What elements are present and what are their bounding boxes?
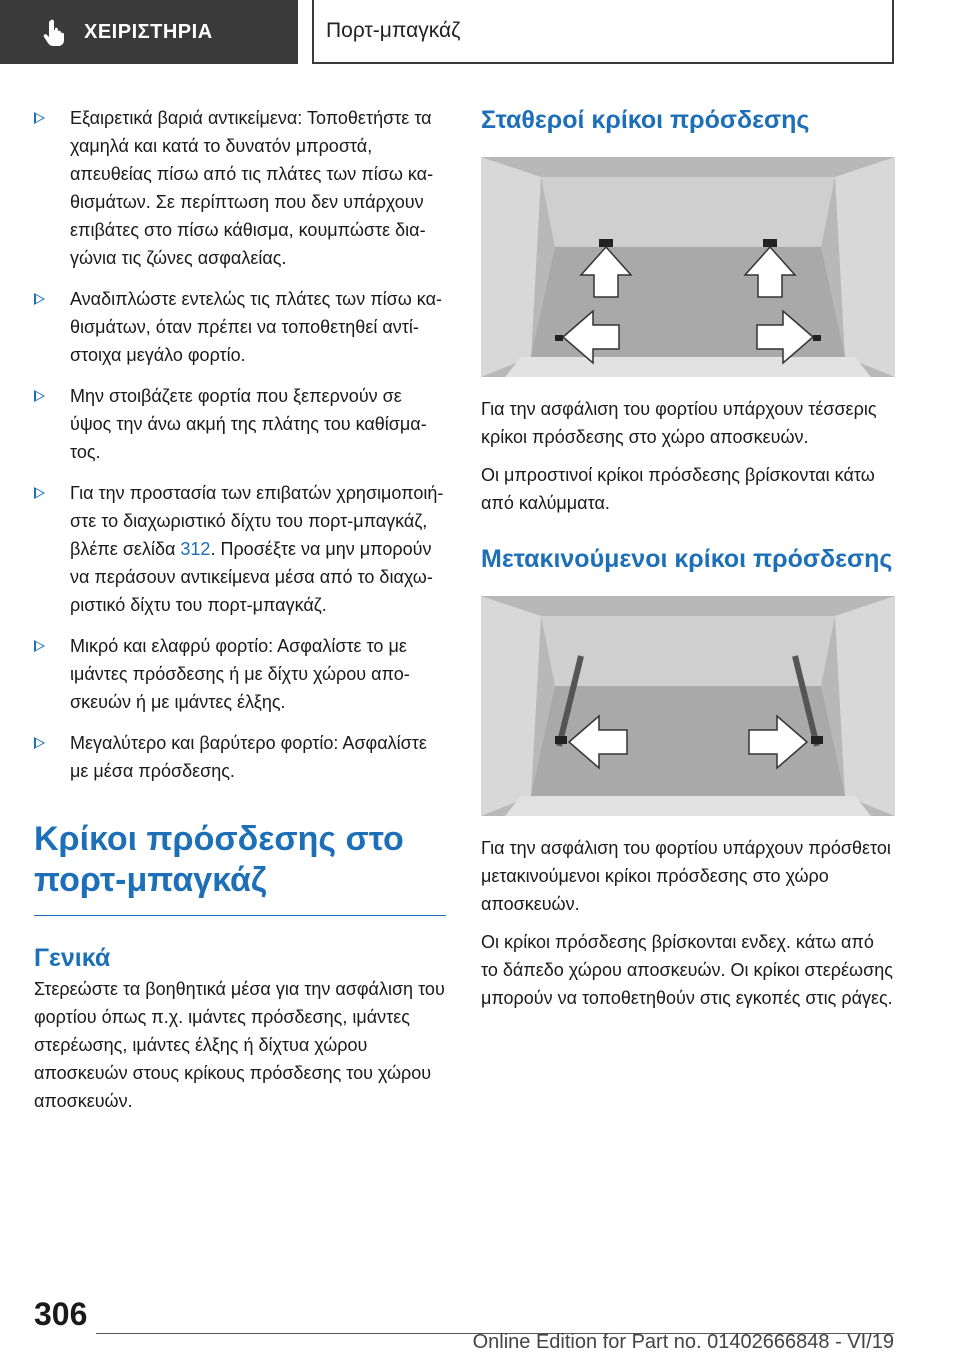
movable-tie-down-photo <box>481 596 895 816</box>
section-heading: Κρίκοι πρόσδεσης στο πορτ-μπαγκάζ <box>34 819 446 916</box>
list-item-text: Μεγαλύτερο και βαρύτερο φορτίο: Ασφαλίστε με μέσα πρόσδεσης. <box>70 733 427 781</box>
fixed-paragraph-1: Για την ασφάλιση του φορτίου υπάρχουν τέσσερις κρίκοι πρόσδεσης στο χώρο αποσκευών. <box>481 399 877 447</box>
fixed-tie-down-photo <box>481 157 895 377</box>
movable-paragraph-1: Για την ασφάλιση του φορτίου υπάρχουν πρόσθετοι μετακινούμενοι κρίκοι πρόσδεσης στο χώρο αποσκευών. <box>481 838 891 914</box>
triangle-bullet-icon <box>34 112 45 124</box>
right-column <box>481 104 895 1022</box>
subsection-heading-movable: Μετακινούμενοι κρίκοι πρόσδεσης <box>481 545 893 573</box>
triangle-bullet-icon <box>34 737 45 749</box>
page-number: 306 <box>34 1296 88 1332</box>
list-item-text: Εξαιρετικά βαριά αντικείμενα: Τοποθετήστε τα χαμηλά και κατά το δυνατόν μπροστά, απευθείας πίσω από τις πλάτες των πίσω καθισμάτων. Σε περίπτωση που δεν υπάρχουν επιβάτες στο πίσω κάθισμα, κουμπώστε διαγώνια τις ζώνες ασφαλείας. <box>70 108 434 268</box>
fixed-paragraph-2: Οι μπροστινοί κρίκοι πρόσδεσης βρίσκονται κάτω από καλύμματα. <box>481 465 875 513</box>
list-item <box>34 479 446 619</box>
edition-footer: Online Edition for Part no. 01402666848 - VI/19 <box>472 1331 894 1353</box>
movable-paragraph-2: Οι κρίκοι πρόσδεσης βρίσκονται ενδεχ. κάτω από το δάπεδο χώρου αποσκευών. Οι κρίκοι στερέωσης μπορούν να τοποθετηθούν στις εγκοπές στις ράγες. <box>481 932 893 1008</box>
triangle-bullet-icon <box>34 293 45 305</box>
manual-section-tab[interactable] <box>0 0 298 64</box>
left-column <box>34 104 446 1125</box>
page-reference-link[interactable]: 312 <box>180 539 211 559</box>
manual-section-label: ΧΕΙΡΙΣΤΗΡΙΑ <box>84 20 213 43</box>
list-item-text: . Προσέξτε να μην μπορούν να περάσουν αντικείμενα μέσα από το διαχωριστικό δίχτυ του πορτ-μπαγκάζ. <box>70 539 433 615</box>
list-item-text: Μην στοιβάζετε φορτία που ξεπερνούν σε ύψος την άνω ακμή της πλάτης του καθίσματος. <box>70 386 427 462</box>
chapter-tab[interactable] <box>312 0 894 64</box>
triangle-bullet-icon <box>34 640 45 652</box>
list-item <box>34 285 446 369</box>
list-item <box>34 104 446 272</box>
hand-pointer-icon <box>40 17 70 47</box>
list-item <box>34 632 446 716</box>
list-item <box>34 729 446 785</box>
subsection-heading-general: Γενικά <box>34 944 111 972</box>
list-item-text: Αναδιπλώστε εντελώς τις πλάτες των πίσω καθισμάτων, όταν πρέπει να τοποθετηθεί αντίστοιχα μεγάλο φορτίο. <box>70 289 442 365</box>
subsection-heading-fixed: Σταθεροί κρίκοι πρόσδεσης <box>481 106 810 134</box>
triangle-bullet-icon <box>34 487 45 499</box>
general-paragraph: Στερεώστε τα βοηθητικά μέσα για την ασφάλιση του φορτίου όπως π.χ. ιμάντες πρόσδεσης, ιμάντες στερέωσης, ιμάντες έλξης ή δίχτυα χώρου αποσκευών στους κρίκους πρόσδεσης του χώρου αποσκευών. <box>34 979 445 1111</box>
triangle-bullet-icon <box>34 390 45 402</box>
list-item <box>34 382 446 466</box>
list-item-text: Μικρό και ελαφρύ φορτίο: Ασφαλίστε το με ιμάντες πρόσδεσης ή με δίχτυ χώρου αποσκευών ή με ιμάντες έλξης. <box>70 636 410 712</box>
list-item-text: Για την προστασία των επιβατών χρησιμοποιήστε το διαχωριστικό δίχτυ του πορτ-μπαγκάζ, βλέπε σελίδα <box>70 483 444 559</box>
chapter-label: Πορτ-μπαγκάζ <box>326 19 461 42</box>
